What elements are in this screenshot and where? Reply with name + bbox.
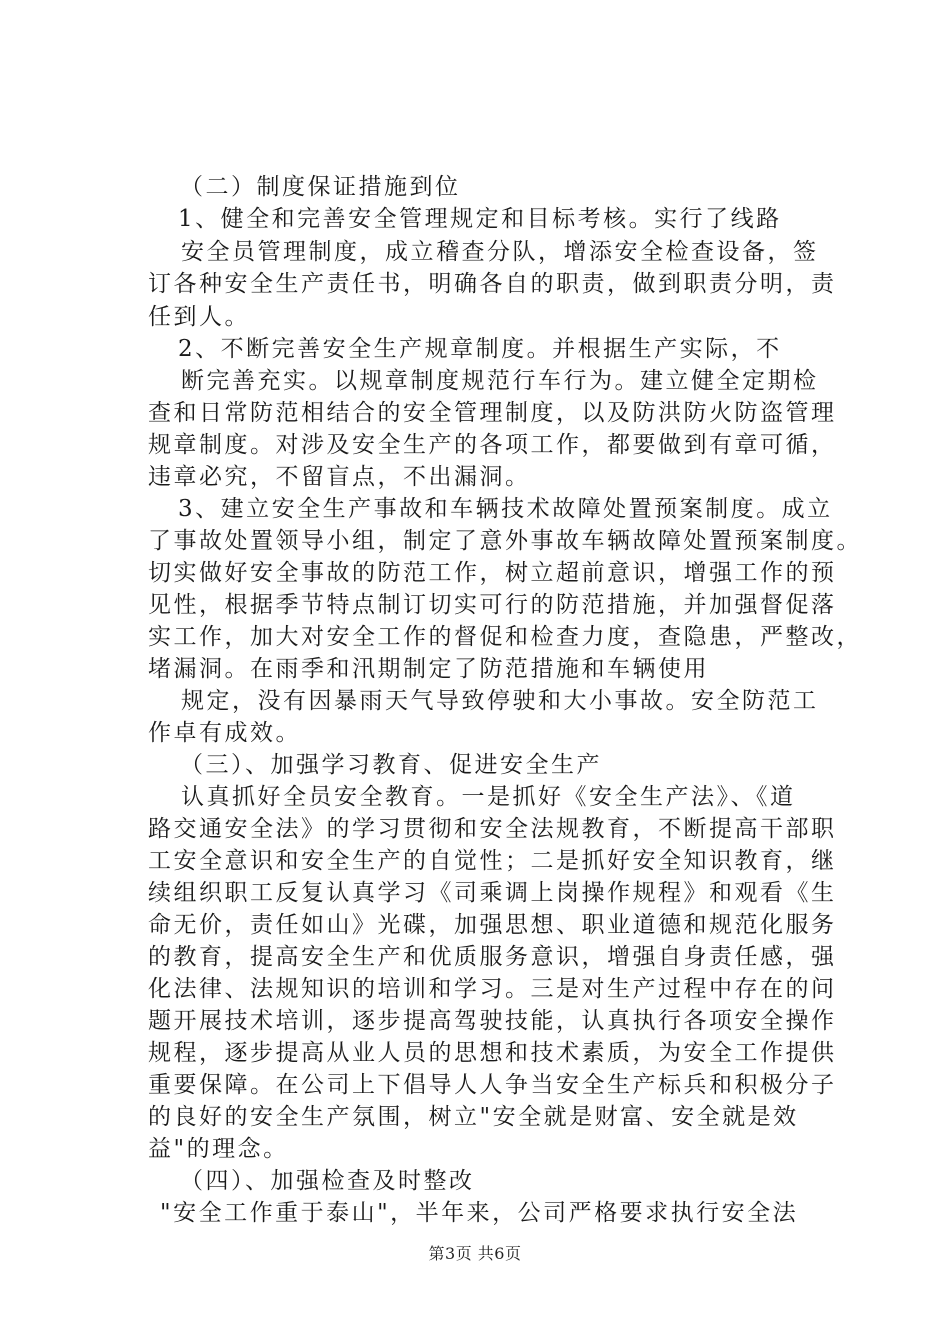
paragraph-line: 作卓有成效。 (148, 720, 301, 746)
section-heading: （三）、加强学习教育、促进安全生产 (180, 752, 602, 778)
paragraph-line: 化法律、法规知识的培训和学习。三是对生产过程中存在的问 (148, 976, 837, 1002)
paragraph-line: 了事故处置领导小组，制定了意外事故车辆故障处置预案制度。 (148, 528, 862, 554)
paragraph-line: 订各种安全生产责任书，明确各自的职责，做到职责分明，责 (148, 271, 837, 297)
paragraph-line: 认真抓好全员安全教育。一是抓好《安全生产法》、《道 (181, 784, 796, 810)
paragraph-line: 规章制度。对涉及安全生产的各项工作，都要做到有章可循， (148, 432, 837, 458)
section-heading: （二）制度保证措施到位 (180, 174, 461, 200)
paragraph-line: 切实做好安全事故的防范工作，树立超前意识，增强工作的预 (148, 560, 837, 586)
paragraph-line: 查和日常防范相结合的安全管理制度，以及防洪防火防盗管理 (148, 400, 837, 426)
paragraph-line: 违章必究，不留盲点，不出漏洞。 (148, 464, 531, 490)
paragraph-line: 命无价，责任如山》光碟，加强思想、职业道德和规范化服务 (148, 912, 837, 938)
paragraph-line: 断完善充实。以规章制度规范行车行为。建立健全定期检 (181, 368, 819, 394)
paragraph-line: 重要保障。在公司上下倡导人人争当安全生产标兵和积极分子 (148, 1072, 837, 1098)
paragraph-line: 续组织职工反复认真学习《司乘调上岗操作规程》和观看《生 (148, 880, 837, 906)
paragraph-line: 见性，根据季节特点制订切实可行的防范措施，并加强督促落 (148, 592, 837, 618)
paragraph-line: 堵漏洞。在雨季和汛期制定了防范措施和车辆使用 (148, 656, 709, 682)
paragraph-line: 题开展技术培训，逐步提高驾驶技能，认真执行各项安全操作 (148, 1008, 837, 1034)
paragraph-line: 的良好的安全生产氛围，树立"安全就是财富、安全就是效 (148, 1104, 799, 1130)
paragraph-line: "安全工作重于泰山"，半年来，公司严格要求执行安全法 (160, 1200, 799, 1226)
paragraph-line: 规程，逐步提高从业人员的思想和技术素质，为安全工作提供 (148, 1040, 837, 1066)
paragraph-line: 的教育，提高安全生产和优质服务意识，增强自身责任感，强 (148, 944, 837, 970)
paragraph-line: 1、健全和完善安全管理规定和目标考核。实行了线路 (178, 206, 782, 232)
paragraph-line: 工安全意识和安全生产的自觉性；二是抓好安全知识教育，继 (148, 848, 837, 874)
paragraph-line: 安全员管理制度，成立稽查分队，增添安全检查设备，签 (181, 239, 819, 265)
paragraph-line: 规定，没有因暴雨天气导致停驶和大小事故。安全防范工 (181, 688, 819, 714)
paragraph-line: 路交通安全法》的学习贯彻和安全法规教育，不断提高干部职 (148, 816, 837, 842)
paragraph-line: 2、不断完善安全生产规章制度。并根据生产实际，不 (178, 336, 782, 362)
section-heading: （四）、加强检查及时整改 (180, 1168, 475, 1194)
paragraph-line: 任到人。 (148, 304, 250, 330)
paragraph-line: 3、建立安全生产事故和车辆技术故障处置预案制度。成立 (178, 496, 833, 522)
page-number-footer: 第3页 共6页 (428, 1244, 522, 1263)
paragraph-line: 益"的理念。 (148, 1136, 289, 1162)
paragraph-line: 实工作，加大对安全工作的督促和检查力度，查隐患，严整改， (148, 624, 862, 650)
